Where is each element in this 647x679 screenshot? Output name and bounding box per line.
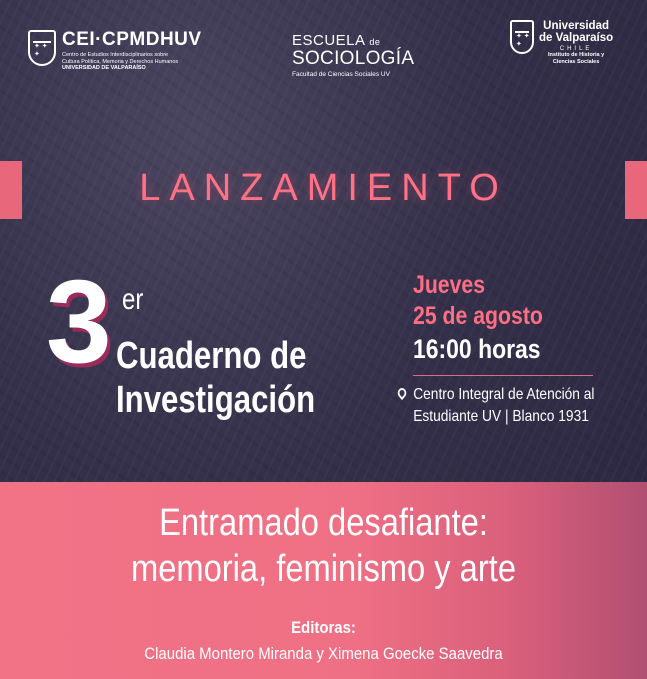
logo-bar: [0, 0, 647, 110]
event-day: Jueves: [413, 271, 486, 299]
editors-names: Claudia Montero Miranda y Ximena Goecke Saavedra: [144, 644, 503, 663]
headline: [116, 334, 315, 422]
cei-logo: [28, 30, 202, 72]
book-title: [45, 500, 601, 592]
uv-institute-2: Ciencias Sociales: [552, 58, 600, 65]
uv-country: CHILE: [559, 46, 593, 52]
location-line-1: Centro Integral de Atención al: [413, 386, 595, 403]
uv-line-1: Universidad: [543, 20, 609, 32]
event-date: 25 de agosto: [413, 302, 543, 330]
uv-shield-icon: [510, 20, 534, 54]
divider: [413, 375, 593, 376]
uv-line-2: de Valparaíso: [539, 32, 614, 44]
banner-title: LANZAMIENTO: [139, 167, 508, 209]
book-title-line-2: memoria, feminismo y arte: [130, 548, 516, 590]
headline-line-2: Investigación: [116, 379, 316, 421]
ordinal-suffix: er: [122, 283, 144, 316]
cei-shield-icon: [28, 30, 56, 66]
uv-logo: [510, 20, 613, 65]
sociologia-word: SOCIOLOGÍA: [292, 48, 415, 69]
uv-institute-1: Instituto de Historia y: [547, 52, 605, 58]
cei-title: CEI·CPMDHUV: [62, 29, 202, 50]
cei-subtitle-3: UNIVERSIDAD DE VALPARAÍSO: [62, 65, 146, 71]
book-title-line-1: Entramado desafiante:: [159, 502, 488, 544]
cei-subtitle-2: Cultura Política, Memoria y Derechos Humanos: [62, 58, 179, 65]
editors-label: Editoras:: [291, 618, 356, 637]
location-line-2: Estudiante UV | Blanco 1931: [413, 408, 589, 425]
event-datetime: [413, 270, 543, 366]
event-location: [396, 384, 594, 428]
location-pin-icon: [396, 386, 408, 400]
facultad-text: Facultad de Ciencias Sociales UV: [292, 71, 390, 78]
event-time: 16:00 horas: [413, 334, 541, 364]
escuela-sociologia-logo: [292, 32, 414, 78]
cei-subtitle-1: Centro de Estudios Interdisciplinarios sobre: [62, 52, 169, 58]
ordinal-number: 3: [46, 256, 112, 388]
escuela-word: ESCUELA: [292, 32, 365, 49]
escuela-de: de: [369, 37, 381, 47]
headline-line-1: Cuaderno de: [116, 335, 307, 377]
